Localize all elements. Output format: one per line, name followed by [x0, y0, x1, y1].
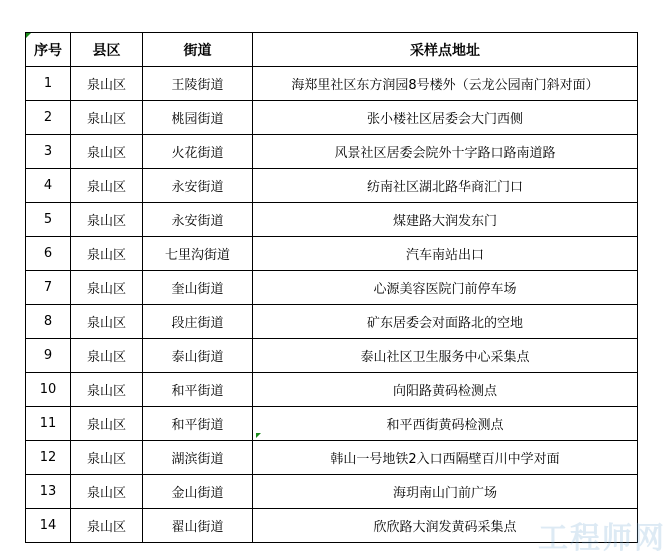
- cell-no[interactable]: 10: [26, 373, 71, 407]
- cell-street[interactable]: 永安街道: [143, 203, 253, 237]
- cell-no[interactable]: 12: [26, 441, 71, 475]
- cell-street[interactable]: 湖滨街道: [143, 441, 253, 475]
- table-row: [26, 475, 638, 509]
- table-row: [26, 67, 638, 101]
- table-row: [26, 271, 638, 305]
- header-address[interactable]: 采样点地址: [253, 33, 638, 67]
- cell-no[interactable]: 13: [26, 475, 71, 509]
- cell-address[interactable]: 海玥南山门前广场: [253, 475, 638, 509]
- cell-street[interactable]: 和平街道: [143, 373, 253, 407]
- cell-street[interactable]: 七里沟街道: [143, 237, 253, 271]
- cell-county[interactable]: 泉山区: [71, 237, 143, 271]
- cell-address[interactable]: 和平西街黄码检测点: [253, 407, 638, 441]
- sampling-sites-table: [25, 32, 638, 543]
- table-row: [26, 135, 638, 169]
- cell-county[interactable]: 泉山区: [71, 407, 143, 441]
- table-row: [26, 305, 638, 339]
- cell-no[interactable]: 3: [26, 135, 71, 169]
- cell-no[interactable]: 6: [26, 237, 71, 271]
- cell-street[interactable]: 和平街道: [143, 407, 253, 441]
- table-row: [26, 509, 638, 543]
- cell-street[interactable]: 段庄街道: [143, 305, 253, 339]
- cell-address[interactable]: 张小楼社区居委会大门西侧: [253, 101, 638, 135]
- cell-street[interactable]: 金山街道: [143, 475, 253, 509]
- cell-no[interactable]: 8: [26, 305, 71, 339]
- cell-no[interactable]: 1: [26, 67, 71, 101]
- cell-address[interactable]: 欣欣路大润发黄码采集点: [253, 509, 638, 543]
- table-row: [26, 101, 638, 135]
- header-no[interactable]: 序号: [26, 33, 71, 67]
- table-row: [26, 237, 638, 271]
- cell-address[interactable]: 风景社区居委会院外十字路口路南道路: [253, 135, 638, 169]
- cell-no[interactable]: 9: [26, 339, 71, 373]
- cell-county[interactable]: 泉山区: [71, 67, 143, 101]
- cell-county[interactable]: 泉山区: [71, 135, 143, 169]
- cell-no[interactable]: 2: [26, 101, 71, 135]
- cell-county[interactable]: 泉山区: [71, 373, 143, 407]
- cell-address[interactable]: 向阳路黄码检测点: [253, 373, 638, 407]
- cell-no[interactable]: 7: [26, 271, 71, 305]
- header-county[interactable]: 县区: [71, 33, 143, 67]
- cell-no[interactable]: 4: [26, 169, 71, 203]
- cell-county[interactable]: 泉山区: [71, 305, 143, 339]
- cell-street[interactable]: 火花街道: [143, 135, 253, 169]
- cell-no[interactable]: 14: [26, 509, 71, 543]
- cell-county[interactable]: 泉山区: [71, 169, 143, 203]
- cell-street[interactable]: 永安街道: [143, 169, 253, 203]
- cell-address[interactable]: 韩山一号地铁2入口西隔壁百川中学对面: [253, 441, 638, 475]
- table-row: [26, 441, 638, 475]
- cell-comment-marker: [26, 33, 31, 38]
- table-row: [26, 373, 638, 407]
- site-watermark: 工程师网: [538, 521, 666, 556]
- header-street[interactable]: 街道: [143, 33, 253, 67]
- table-row: [26, 203, 638, 237]
- table-row: [26, 169, 638, 203]
- cell-no[interactable]: 11: [26, 407, 71, 441]
- cell-comment-marker: [256, 433, 261, 438]
- cell-street[interactable]: 王陵街道: [143, 67, 253, 101]
- cell-address[interactable]: 煤建路大润发东门: [253, 203, 638, 237]
- cell-address[interactable]: 泰山社区卫生服务中心采集点: [253, 339, 638, 373]
- cell-county[interactable]: 泉山区: [71, 475, 143, 509]
- cell-county[interactable]: 泉山区: [71, 101, 143, 135]
- table-row: [26, 407, 638, 441]
- cell-address[interactable]: 海郑里社区东方润园8号楼外（云龙公园南门斜对面）: [253, 67, 638, 101]
- table-body: [26, 67, 638, 543]
- cell-county[interactable]: 泉山区: [71, 509, 143, 543]
- cell-county[interactable]: 泉山区: [71, 203, 143, 237]
- cell-street[interactable]: 翟山街道: [143, 509, 253, 543]
- cell-address[interactable]: 纺南社区湖北路华商汇门口: [253, 169, 638, 203]
- table-header-row: [26, 33, 638, 67]
- cell-street[interactable]: 桃园街道: [143, 101, 253, 135]
- cell-street[interactable]: 泰山街道: [143, 339, 253, 373]
- cell-county[interactable]: 泉山区: [71, 339, 143, 373]
- table-row: [26, 339, 638, 373]
- cell-address[interactable]: 矿东居委会对面路北的空地: [253, 305, 638, 339]
- cell-county[interactable]: 泉山区: [71, 441, 143, 475]
- cell-address[interactable]: 汽车南站出口: [253, 237, 638, 271]
- cell-street[interactable]: 奎山街道: [143, 271, 253, 305]
- cell-no[interactable]: 5: [26, 203, 71, 237]
- cell-address[interactable]: 心源美容医院门前停车场: [253, 271, 638, 305]
- cell-county[interactable]: 泉山区: [71, 271, 143, 305]
